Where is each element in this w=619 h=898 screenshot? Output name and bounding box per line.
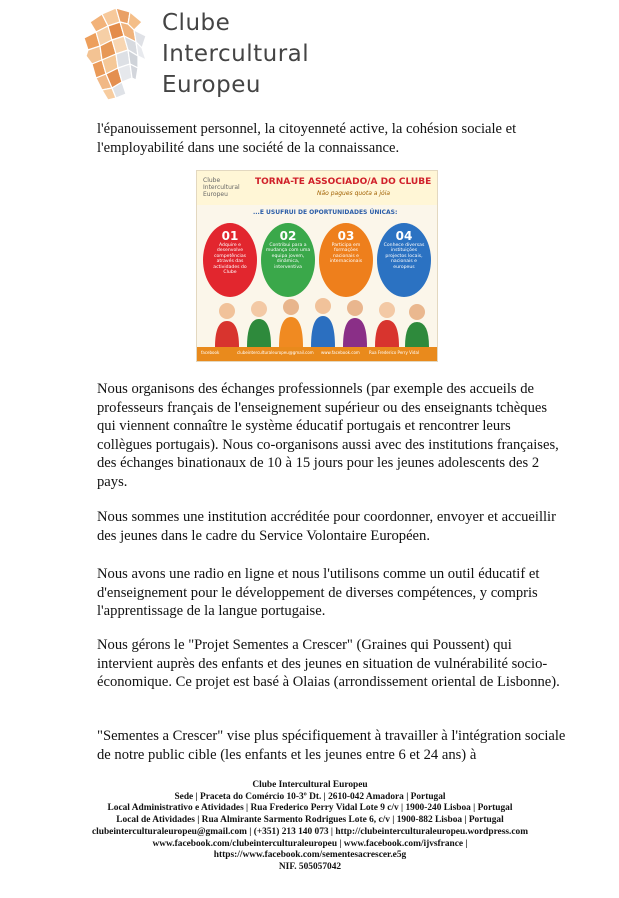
poster-item-number: 02 [279, 229, 297, 243]
logo-line-3: Europeu [162, 72, 261, 98]
footer-address-activities: Local de Atividades | Rua Almirante Sarmento Rodrigues Lote 6, c/v | 1900-882 Lisboa | Portugal [116, 815, 504, 826]
poster-item-number: 01 [221, 229, 239, 243]
membership-poster [196, 170, 438, 362]
footer-facebook-project: https://www.facebook.com/sementesacrescer.e5g [213, 850, 407, 861]
page-footer [60, 780, 560, 874]
poster-item-2 [261, 223, 315, 297]
poster-subtitle: Não pagues quota a jóia [317, 190, 391, 197]
footer-contacts: clubeinterculturaleuropeu@gmail.com | (+351) 213 140 073 | http://clubeinterculturaleuropeu.wordpress.com [91, 826, 529, 837]
club-logo [80, 2, 340, 104]
logo-wordmark [162, 8, 309, 101]
logo-mosaic-icon [80, 2, 158, 102]
poster-footer-item: Rua Frederico Perry Vidal [369, 350, 420, 355]
poster-tagline: ...E USUFRUI DE OPORTUNIDADES ÚNICAS: [253, 209, 398, 216]
poster-footer-item: www.facebook.com [321, 350, 360, 355]
poster-people-illustration [197, 297, 437, 347]
paragraph-project-goal: "Sementes a Crescer" vise plus spécifiquement à travailler à l'intégration sociale de notre public cible (les enfants et les jeunes entre 6 et 24 ans) à [97, 728, 566, 763]
poster-logo: Clube Intercultural Europeu [203, 177, 240, 198]
paragraph-project: Nous gérons le "Projet Sementes a Crescer" (Graines qui Poussent) qui intervient auprès des enfants et des jeunes en situation de vulnérabilité socio-économique. Ce projet est basé à Olaias (arrondissement oriental de Lisbonne). [97, 637, 560, 690]
poster-item-number: 03 [337, 229, 355, 243]
poster-item-text: Conhece diversas instituições projectos locais, nacionais e europeus [383, 243, 425, 270]
logo-line-1: Clube [162, 10, 231, 36]
footer-org-name: Clube Intercultural Europeu [252, 780, 368, 790]
poster-title: TORNA-TE ASSOCIADO/A DO CLUBE [255, 177, 432, 187]
paragraph-intro: l'épanouissement personnel, la citoyenneté active, la cohésion sociale et l'employabilité dans une société de la connaissance. [97, 121, 517, 156]
poster-footer [197, 347, 437, 361]
poster-footer-item: clubeinterculturaleuropeu@gmail.com [237, 350, 314, 355]
poster-item-3 [319, 223, 373, 297]
paragraph-radio: Nous avons une radio en ligne et nous l'utilisons comme un outil éducatif et d'enseignement pour le développement de diverses compétences, y compris l'apprentissage de la langue portugaise. [97, 566, 540, 619]
poster-item-text: Participa em formações nacionais e internacionais [329, 243, 363, 265]
poster-item-4 [377, 223, 431, 297]
paragraph-exchanges: Nous organisons des échanges professionnels (par exemple des accueils de professeurs français de l'enseignement supérieur ou des enseignants tchèques qui viennent connaître le système éducatif portugais et rencontrer leurs collègues portugais). Nous co-organisons aussi avec des institutions françaises, des échanges binationaux de 10 à 15 jours pour les jeunes adolescents des 2 pays. [97, 381, 559, 490]
logo-line-2: Intercultural [162, 41, 310, 67]
footer-nif: NIF. 505057042 [278, 861, 342, 872]
poster-item-number: 04 [395, 229, 413, 243]
paragraph-evs: Nous sommes une institution accréditée pour coordonner, envoyer et accueillir des jeunes dans le cadre du Service Volontaire Européen. [97, 509, 556, 544]
poster-footer-item: facebook [201, 350, 220, 355]
footer-address-admin: Local Administrativo e Atividades | Rua Frederico Perry Vidal Lote 9 c/v | 1900-240 Lisboa | Portugal [107, 803, 513, 814]
footer-facebook-links: www.facebook.com/clubeinterculturaleuropeu | www.facebook.com/ijvsfrance | [152, 838, 468, 849]
poster-item-text: Adquire e desenvolve competências através das actividades do Clube [213, 243, 247, 276]
poster-item-text: Contribui para a mudança com uma equipa jovem, dinâmica, interventiva [265, 243, 311, 270]
footer-address-hq: Sede | Praceta do Comércio 10-3º Dt. | 2610-042 Amadora | Portugal [174, 791, 446, 802]
poster-item-1 [203, 223, 257, 297]
